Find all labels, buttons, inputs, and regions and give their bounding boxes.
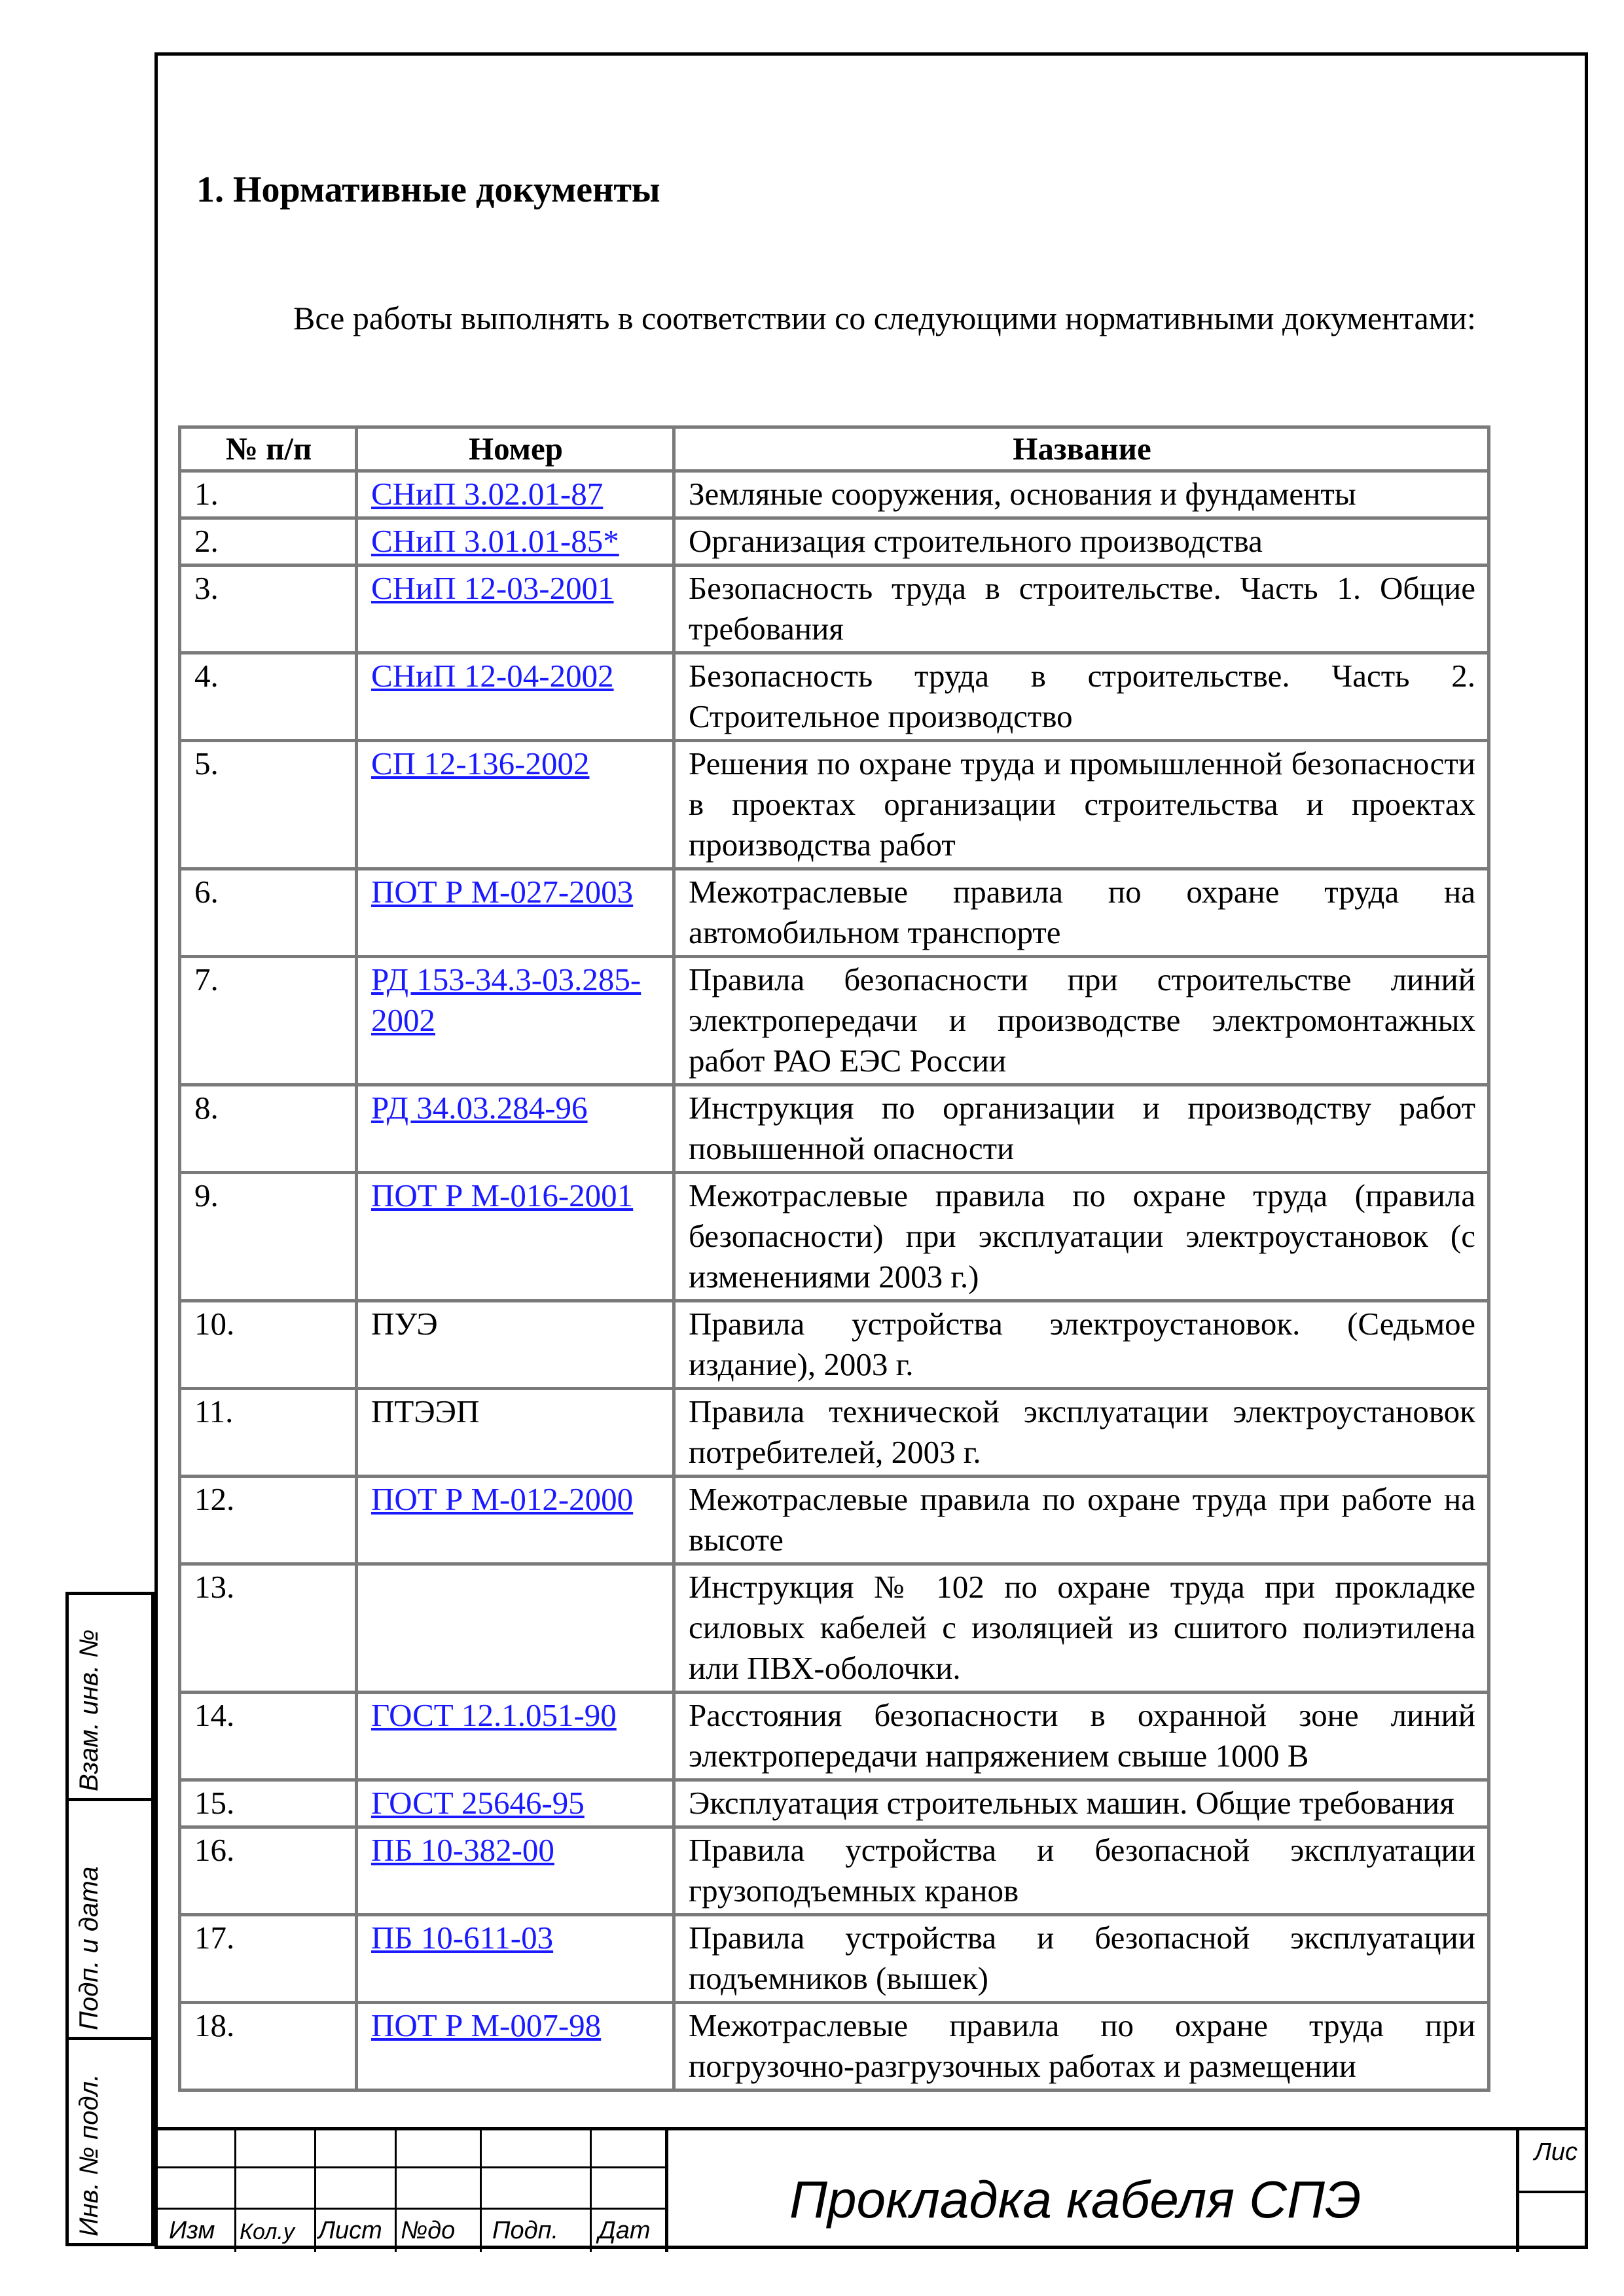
table-row (180, 1564, 1489, 1693)
row-title: Межотраслевые правила по охране труда на автомобильном транспорте (674, 869, 1489, 957)
row-number: 2. (180, 518, 357, 565)
row-code-cell (357, 869, 674, 957)
row-title: Расстояния безопасности в охранной зоне линий электропередачи напряжением свыше 1000 В (674, 1693, 1489, 1780)
document-code-link[interactable]: ПОТ Р М-016-2001 (371, 1177, 634, 1213)
row-title: Инструкция № 102 по охране труда при прокладке силовых кабелей с изоляцией из сшитого полиэтилена или ПВХ-оболочки. (674, 1564, 1489, 1693)
row-code-cell (357, 1780, 674, 1827)
title-block-label: Дат (598, 2217, 651, 2244)
title-block-label: Изм (169, 2217, 215, 2244)
document-code-link[interactable]: ПОТ Р М-027-2003 (371, 874, 634, 910)
row-number: 12. (180, 1477, 357, 1564)
title-block-label: №до (401, 2217, 456, 2244)
row-code-cell (357, 518, 674, 565)
row-title: Организация строительного производства (674, 518, 1489, 565)
title-block-label: Кол.у (240, 2219, 295, 2244)
document-code-link[interactable]: ГОСТ 25646-95 (371, 1785, 585, 1821)
document-code-link[interactable]: СНиП 3.02.01-87 (371, 476, 604, 512)
table-row (180, 565, 1489, 653)
row-number: 14. (180, 1693, 357, 1780)
row-title: Безопасность труда в строительстве. Часть 1. Общие требования (674, 565, 1489, 653)
row-number: 15. (180, 1780, 357, 1827)
row-title: Межотраслевые правила по охране труда при работе на высоте (674, 1477, 1489, 1564)
document-code-link[interactable]: ПБ 10-611-03 (371, 1920, 554, 1956)
header-title: Название (674, 427, 1489, 471)
table-row (180, 2003, 1489, 2090)
row-title: Межотраслевые правила по охране труда (правила безопасности) при эксплуатации электроустановок (с изменениями 2003 г.) (674, 1173, 1489, 1301)
table-row (180, 1301, 1489, 1389)
row-title: Правила безопасности при строительстве линий электропередачи и производстве электромонтажных работ РАО ЕЭС России (674, 957, 1489, 1085)
row-title: Безопасность труда в строительстве. Часть 2. Строительное производство (674, 653, 1489, 741)
row-title: Правила технической эксплуатации электроустановок потребителей, 2003 г. (674, 1389, 1489, 1477)
table-row (180, 1915, 1489, 2003)
row-code-cell (357, 1173, 674, 1301)
side-stamp-label: Подп. и дата (75, 1866, 103, 2030)
intro-paragraph: Все работы выполнять в соответствии со следующими нормативными документами: (293, 300, 1476, 336)
row-code-cell (357, 741, 674, 869)
title-block-label: Подп. (492, 2217, 559, 2244)
table-row (180, 1389, 1489, 1477)
row-title: Межотраслевые правила по охране труда при погрузочно-разгрузочных работах и размещении (674, 2003, 1489, 2090)
side-stamp-sign-date (65, 1798, 154, 2040)
row-number: 16. (180, 1827, 357, 1915)
table-row (180, 1085, 1489, 1173)
row-number: 11. (180, 1389, 357, 1477)
table-row (180, 1173, 1489, 1301)
title-block-label: Лист (318, 2217, 382, 2244)
row-title: Правила устройства и безопасной эксплуатации грузоподъемных кранов (674, 1827, 1489, 1915)
row-title: Эксплуатация строительных машин. Общие требования (674, 1780, 1489, 1827)
table-row (180, 653, 1489, 741)
document-code-link[interactable]: СНиП 12-04-2002 (371, 658, 614, 694)
row-code-cell: ПТЭЭП (357, 1389, 674, 1477)
row-number: 5. (180, 741, 357, 869)
row-code-cell (357, 1477, 674, 1564)
document-code-link[interactable]: РД 153-34.3-03.285-2002 (371, 961, 641, 1038)
row-number: 7. (180, 957, 357, 1085)
section-heading: 1. Нормативные документы (196, 170, 660, 210)
sheet-cell (1516, 2130, 1588, 2252)
row-number: 3. (180, 565, 357, 653)
document-title: Прокладка кабеля СПЭ (789, 2170, 1362, 2229)
row-number: 10. (180, 1301, 357, 1389)
row-code-cell (357, 471, 674, 518)
table-row (180, 1477, 1489, 1564)
row-code-cell (357, 2003, 674, 2090)
document-code-link[interactable]: ГОСТ 12.1.051-90 (371, 1697, 617, 1733)
table-row (180, 869, 1489, 957)
row-code-cell (357, 565, 674, 653)
row-title: Решения по охране труда и промышленной безопасности в проектах организации строительства и проектах производства работ (674, 741, 1489, 869)
table-row (180, 471, 1489, 518)
header-number: № п/п (180, 427, 357, 471)
row-number: 9. (180, 1173, 357, 1301)
row-title: Инструкция по организации и производству работ повышенной опасности (674, 1085, 1489, 1173)
row-number: 4. (180, 653, 357, 741)
table-row (180, 518, 1489, 565)
row-number: 18. (180, 2003, 357, 2090)
table-row (180, 1827, 1489, 1915)
side-stamp-replace-inv (65, 1592, 154, 1801)
side-stamp-label: Инв. № подл. (75, 2073, 103, 2236)
row-title: Правила устройства электроустановок. (Седьмое издание), 2003 г. (674, 1301, 1489, 1389)
normative-documents-table (178, 425, 1490, 2092)
table-row (180, 1693, 1489, 1780)
table-row (180, 957, 1489, 1085)
document-code-link[interactable]: ПОТ Р М-012-2000 (371, 1481, 634, 1517)
row-title: Земляные сооружения, основания и фундаменты (674, 471, 1489, 518)
title-block (154, 2127, 1588, 2249)
row-number: 6. (180, 869, 357, 957)
document-code-link[interactable]: СНиП 12-03-2001 (371, 570, 614, 606)
row-code-cell (357, 1085, 674, 1173)
row-number: 17. (180, 1915, 357, 2003)
row-title: Правила устройства и безопасной эксплуатации подъемников (вышек) (674, 1915, 1489, 2003)
document-code-link[interactable]: СНиП 3.01.01-85* (371, 523, 619, 559)
side-stamp-original-inv (65, 2037, 154, 2246)
row-code-cell: ПУЭ (357, 1301, 674, 1389)
table-row (180, 741, 1489, 869)
row-number: 8. (180, 1085, 357, 1173)
document-code-link[interactable]: ПОТ Р М-007-98 (371, 2007, 602, 2043)
row-code-cell (357, 1564, 674, 1693)
row-code-cell (357, 1915, 674, 2003)
side-stamp-label: Взам. инв. № (75, 1629, 103, 1791)
row-code-cell (357, 1827, 674, 1915)
row-code-cell (357, 957, 674, 1085)
document-code-link[interactable]: РД 34.03.284-96 (371, 1090, 588, 1126)
document-code-link[interactable]: ПБ 10-382-00 (371, 1832, 554, 1868)
header-code: Номер (357, 427, 674, 471)
table-row (180, 1780, 1489, 1827)
row-number: 1. (180, 471, 357, 518)
row-code-cell (357, 653, 674, 741)
sheet-label: Лис (1534, 2138, 1578, 2166)
document-code-link[interactable]: СП 12-136-2002 (371, 745, 590, 781)
table-header-row (180, 427, 1489, 471)
row-code-cell (357, 1693, 674, 1780)
row-number: 13. (180, 1564, 357, 1693)
side-stamp (65, 1592, 154, 2246)
